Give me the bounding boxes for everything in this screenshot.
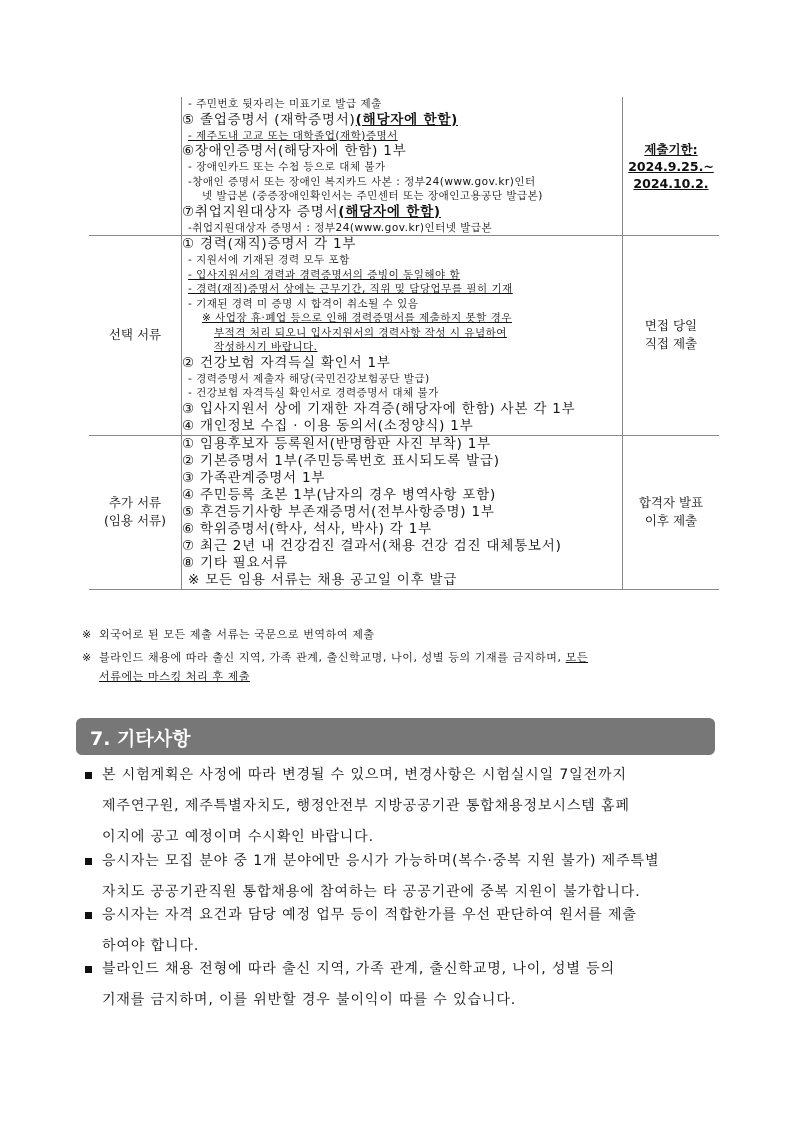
doc-line: ① 경력(재직)증명서 각 1부	[182, 236, 357, 252]
category-cell-empty	[89, 97, 182, 236]
doc-line: ⑧ 기타 필요서류	[182, 554, 289, 571]
reference-mark: ※	[82, 628, 92, 641]
table-row	[89, 435, 719, 589]
doc-line: ⑤ 졸업증명서 (재학증명서)(해당자에 한함)	[182, 111, 459, 128]
table-row	[89, 236, 719, 436]
doc-line: ② 건강보험 자격득실 확인서 1부	[182, 354, 391, 371]
footnote-text: 블라인드 채용에 따라 출신 지역, 가족 관계, 출신학교명, 나이, 성별 등의 기재를 금지하며,	[99, 651, 562, 664]
doc-line: - 장애인카드 또는 수첩 등으로 대체 불가	[188, 161, 386, 173]
documents-cell	[182, 236, 623, 436]
doc-line: - 제주도내 고교 또는 대학졸업(재학)증명서	[188, 129, 398, 142]
paragraph-line: 응시자는 모집 분야 중 1개 분야에만 응시가 가능하며(복수·중복 지원 불가) 제주특별	[102, 853, 660, 869]
submission-note: 이후 제출	[644, 513, 698, 528]
doc-line: - 주민번호 뒷자리는 미표기로 발급 제출	[188, 98, 382, 110]
paragraph-line: 블라인드 채용 전형에 따라 출신 지역, 가족 관계, 출신학교명, 나이, 성별 등의	[102, 961, 615, 977]
bullet-paragraph	[82, 846, 722, 908]
footnote-text: 모든	[565, 651, 589, 664]
doc-line: ① 임용후보자 등록원서(반명함판 사진 부착) 1부	[182, 435, 492, 452]
doc-line: ④ 주민등록 초본 1부(남자의 경우 병역사항 포함)	[182, 486, 497, 503]
deadline-label: 제출기한:	[644, 141, 698, 157]
category-sublabel: (임용 서류)	[103, 513, 167, 528]
doc-line: - 경력(재직)증명서 상에는 근무기간, 직위 및 담당업무를 필히 기재	[188, 283, 513, 295]
doc-line: -창애인 증명서 또는 장애인 복지카드 사본 : 정부24(www.gov.kr)인터	[188, 175, 536, 188]
doc-line: - 입사지원서의 경력과 경력증명서의 증빙이 동일해야 함	[188, 268, 461, 281]
square-bullet-icon	[85, 858, 92, 865]
submission-note: 직접 제출	[644, 336, 698, 352]
square-bullet-icon	[85, 772, 92, 779]
doc-line: 넷 발급본 (중증장애인확인서는 주민센터 또는 장애인고용공단 발급본)	[202, 190, 543, 202]
footnote-text: 외국어로 된 모든 제출 서류는 국문으로 번역하여 제출	[99, 628, 375, 641]
doc-line: ※ 모든 임용 서류는 채용 공고일 이후 발급	[188, 571, 458, 588]
doc-line: ⑦취업지원대상자 증명서(해당자에 한함)	[182, 203, 441, 220]
category-cell: 선택 서류	[89, 236, 182, 436]
paragraph-line: 자치도 공공기관직원 통합채용에 참여하는 타 공공기관에 중복 지원이 불가합니다.	[102, 884, 641, 900]
footnote	[82, 650, 588, 666]
footnote	[82, 627, 375, 643]
doc-line: - 지원서에 기재된 경력 모두 포함	[188, 254, 350, 266]
doc-line: ⑤ 후견등기사항 부존재증명서(전부사항증명) 1부	[182, 503, 495, 520]
doc-line: - 경력증명서 제출자 해당(국민건강보험공단 발급)	[188, 372, 430, 385]
paragraph-line: 응시자는 자격 요건과 담당 예정 업무 등이 적합한가를 우선 판단하여 원서를 제출	[102, 907, 637, 923]
bullet-paragraph	[82, 760, 722, 853]
section-title: 7. 기타사항	[90, 728, 191, 750]
section-header	[76, 718, 715, 755]
doc-line: 작성하시기 바랍니다.	[214, 341, 318, 353]
submission-note: 합격자 발표	[638, 495, 704, 510]
doc-line: -취업지원대상자 증명서 : 정부24(www.gov.kr)인터넷 발급본	[188, 221, 493, 234]
doc-line: ③ 입사지원서 상에 기재한 자격증(해당자에 한함) 사본 각 1부	[182, 400, 576, 417]
doc-line: - 건강보험 자격득실 확인서로 경력증명서 대체 불가	[188, 387, 439, 399]
doc-line: ④ 개인정보 수집 · 이용 동의서(소정양식) 1부	[182, 417, 474, 434]
footnote-continuation	[99, 669, 250, 685]
submission-note-cell	[623, 236, 720, 436]
documents-cell	[182, 435, 623, 589]
doc-line: 부적격 처리 되오니 입사지원서의 경력사항 작성 시 유념하여	[214, 326, 507, 339]
paragraph-line: 이지에 공고 예정이며 수시확인 바랍니다.	[102, 829, 374, 845]
paragraph-line: 제주연구원, 제주특별자치도, 행정안전부 지방공공기관 통합채용정보시스템 홈페	[102, 798, 630, 814]
doc-line: ⑦ 최근 2년 내 건강검진 결과서(채용 건강 검진 대체통보서)	[182, 537, 562, 554]
doc-line: - 기재된 경력 미 증명 시 합격이 취소될 수 있음	[188, 297, 419, 310]
paragraph-line: 하여야 합니다.	[102, 938, 200, 954]
square-bullet-icon	[85, 966, 92, 973]
doc-line: ⑥장애인증명서(해당자에 한함) 1부	[182, 143, 407, 159]
reference-mark: ※	[82, 651, 92, 664]
bullet-paragraph	[82, 954, 722, 1016]
submission-note: 면접 당일	[644, 318, 698, 334]
doc-line: ③ 가족관계증명서 1부	[182, 469, 326, 486]
deadline-cell	[623, 97, 720, 236]
documents-cell	[182, 97, 623, 236]
deadline-end: 2024.10.2.	[633, 175, 709, 191]
category-cell	[89, 435, 182, 589]
doc-line: ② 기본증명서 1부(주민등록번호 표시되도록 발급)	[182, 452, 500, 469]
bullet-paragraph	[82, 900, 722, 962]
footnote-text: 서류에는 마스킹 처리 후 제출	[99, 670, 251, 683]
category-label: 추가 서류	[108, 495, 162, 510]
documents-table	[89, 97, 719, 590]
doc-line: ※ 사업장 휴·폐업 등으로 인해 경력증명서를 제출하지 못할 경우	[202, 312, 512, 324]
doc-line: ⑥ 학위증명서(학사, 석사, 박사) 각 1부	[182, 520, 432, 537]
paragraph-line: 본 시험계획은 사정에 따라 변경될 수 있으며, 변경사항은 시험실시일 7일전까지	[102, 767, 627, 783]
submission-note-cell	[623, 435, 720, 589]
table-row	[89, 97, 719, 236]
deadline-start: 2024.9.25.~	[628, 158, 714, 174]
paragraph-line: 기재를 금지하며, 이를 위반할 경우 불이익이 따를 수 있습니다.	[102, 992, 517, 1008]
square-bullet-icon	[85, 912, 92, 919]
